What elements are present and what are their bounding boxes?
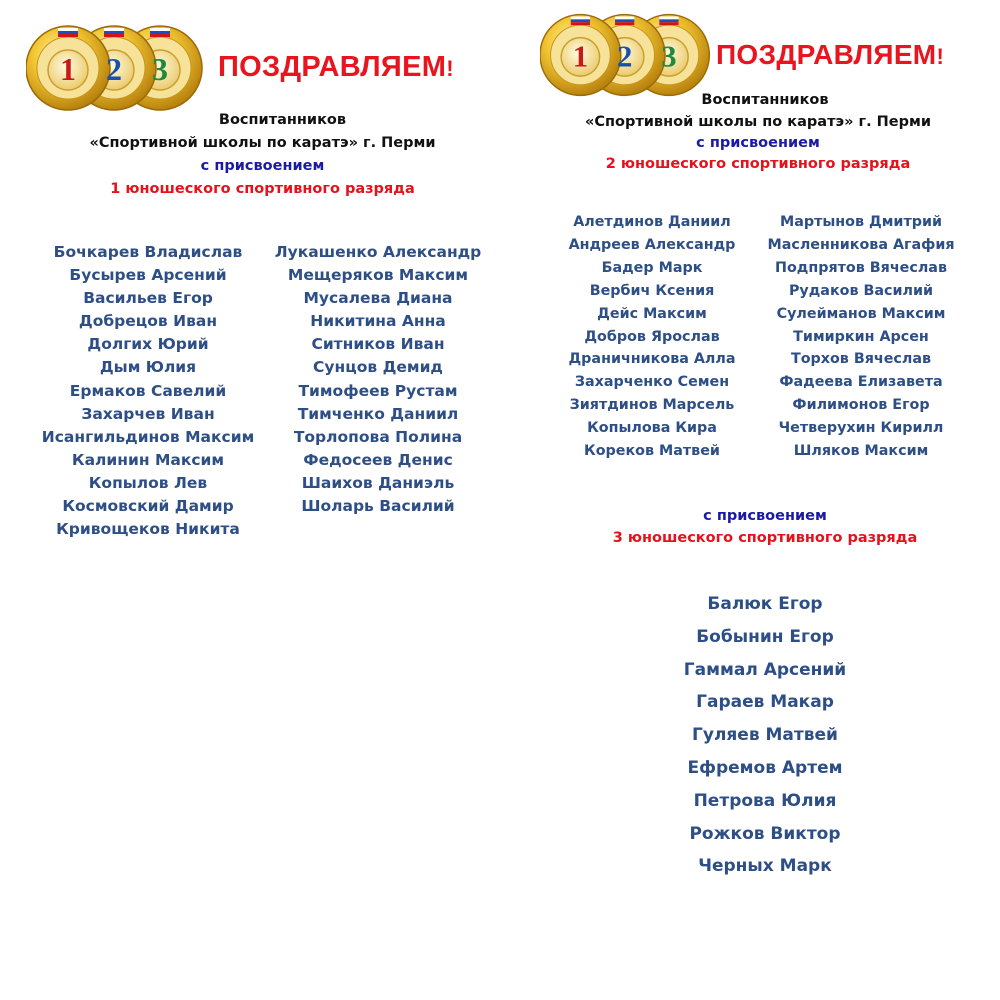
name-item: Торлопова Полина bbox=[293, 427, 463, 446]
name-item: Лукашенко Александр bbox=[274, 243, 482, 261]
medal-digit-3: 3 bbox=[661, 39, 677, 74]
name-item: Дым Юлия bbox=[99, 358, 197, 377]
name-item: Кореков Матвей bbox=[584, 443, 720, 460]
name-item: Космовский Дамир bbox=[62, 497, 234, 516]
name-item: Исангильдинов Максим bbox=[41, 427, 255, 446]
name-item: Фадеева Елизавета bbox=[779, 374, 943, 391]
name-item: Сунцов Демид bbox=[313, 358, 443, 377]
name-item: Добров Ярослав bbox=[584, 328, 720, 345]
name-item: Гаммал Арсений bbox=[683, 659, 847, 680]
intro-line1-right: Воспитанников bbox=[701, 92, 829, 108]
medal-digit-1: 1 bbox=[572, 39, 589, 74]
names-column-2-left bbox=[268, 241, 488, 518]
medal-digit-1: 1 bbox=[60, 51, 76, 87]
name-item: Филимонов Егор bbox=[792, 397, 930, 414]
name-item: Мартынов Дмитрий bbox=[779, 214, 943, 230]
name-item: Зиятдинов Марсель bbox=[569, 397, 735, 414]
name-item: Тимченко Даниил bbox=[297, 404, 459, 423]
name-item: Никитина Анна bbox=[310, 312, 446, 331]
name-item: Гуляев Матвей bbox=[692, 725, 838, 746]
medals-logo-right bbox=[540, 10, 718, 98]
congrats-heading-left: ПОЗДРАВЛЯЕМ! bbox=[218, 51, 454, 83]
name-item: Бадер Марк bbox=[601, 259, 703, 276]
names-column-1-left bbox=[38, 241, 258, 541]
name-item: Гараев Макар bbox=[696, 692, 834, 713]
name-item: Кривощеков Никита bbox=[56, 520, 240, 539]
names-column-2-right bbox=[761, 211, 961, 463]
name-item: Рудаков Василий bbox=[788, 282, 934, 299]
name-item: Бобынин Егор bbox=[696, 626, 834, 647]
name-item: Ефремов Артем bbox=[687, 757, 843, 778]
name-item: Четверухин Кирилл bbox=[778, 420, 944, 437]
intro-line1-left: Воспитанников bbox=[218, 112, 347, 128]
name-item: Ермаков Савелий bbox=[69, 381, 227, 400]
name-item: Ситников Иван bbox=[311, 335, 445, 354]
rank-line-right: 2 юношеского спортивного разряда bbox=[605, 156, 911, 172]
name-item: Подпрятов Вячеслав bbox=[775, 259, 947, 276]
name-item: Федосеев Денис bbox=[303, 450, 453, 469]
medals-logo-left bbox=[26, 22, 211, 112]
medal-digit-2: 2 bbox=[106, 51, 122, 87]
name-item: Торхов Вячеслав bbox=[790, 351, 932, 368]
name-item: Васильев Егор bbox=[83, 289, 213, 308]
name-item: Мещеряков Максим bbox=[287, 266, 469, 285]
name-item: Бочкарев Владислав bbox=[53, 243, 243, 261]
name-item: Тимиркин Арсен bbox=[793, 328, 929, 345]
name-item: Масленникова Агафия bbox=[767, 236, 955, 253]
name-item: Вербич Ксения bbox=[589, 282, 715, 299]
rank-line-left: 1 юношеского спортивного разряда bbox=[110, 181, 415, 197]
medal-digit-2: 2 bbox=[616, 39, 633, 74]
name-item: Добрецов Иван bbox=[78, 312, 218, 331]
name-item: Шоларь Василий bbox=[301, 497, 455, 516]
medal-emblem bbox=[26, 22, 211, 112]
medal-emblem bbox=[540, 10, 718, 98]
name-item: Копылова Кира bbox=[587, 420, 717, 437]
name-item: Дейс Максим bbox=[597, 305, 707, 322]
name-item: Мусалева Диана bbox=[303, 289, 453, 308]
name-item: Сулейманов Максим bbox=[776, 305, 946, 322]
rank-line-3-right: 3 юношеского спортивного разряда bbox=[612, 530, 918, 546]
name-item: Петрова Юлия bbox=[693, 790, 837, 811]
name-item: Захарчев Иван bbox=[81, 404, 215, 423]
name-item: Алетдинов Даниил bbox=[573, 214, 731, 230]
award-line-3-right: с присвоением bbox=[703, 508, 827, 524]
medal-digit-3: 3 bbox=[152, 51, 168, 87]
names-column-3-right bbox=[615, 588, 915, 883]
name-item: Шаихов Даниэль bbox=[301, 473, 455, 492]
intro-line2-right: «Спортивной школы по каратэ» г. Перми bbox=[584, 114, 931, 130]
award-line-left: с присвоением bbox=[200, 158, 325, 174]
name-item: Черных Марк bbox=[698, 856, 832, 877]
name-item: Калинин Максим bbox=[71, 450, 225, 469]
name-item: Тимофеев Рустам bbox=[298, 381, 458, 400]
name-item: Захарченко Семен bbox=[574, 374, 730, 391]
congrats-heading-right: ПОЗДРАВЛЯЕМ! bbox=[716, 39, 945, 70]
names-column-1-right bbox=[552, 211, 752, 463]
name-item: Драничникова Алла bbox=[568, 351, 736, 368]
name-item: Балюк Егор bbox=[707, 594, 823, 614]
award-line-right: с присвоением bbox=[696, 135, 820, 151]
name-item: Бусырев Арсений bbox=[69, 266, 227, 285]
name-item: Долгих Юрий bbox=[87, 335, 209, 354]
name-item: Андреев Александр bbox=[568, 236, 736, 253]
name-item: Шляков Максим bbox=[793, 443, 929, 460]
intro-line2-left: «Спортивной школы по каратэ» г. Перми bbox=[89, 135, 436, 151]
name-item: Копылов Лев bbox=[88, 473, 208, 492]
name-item: Рожков Виктор bbox=[689, 823, 841, 844]
